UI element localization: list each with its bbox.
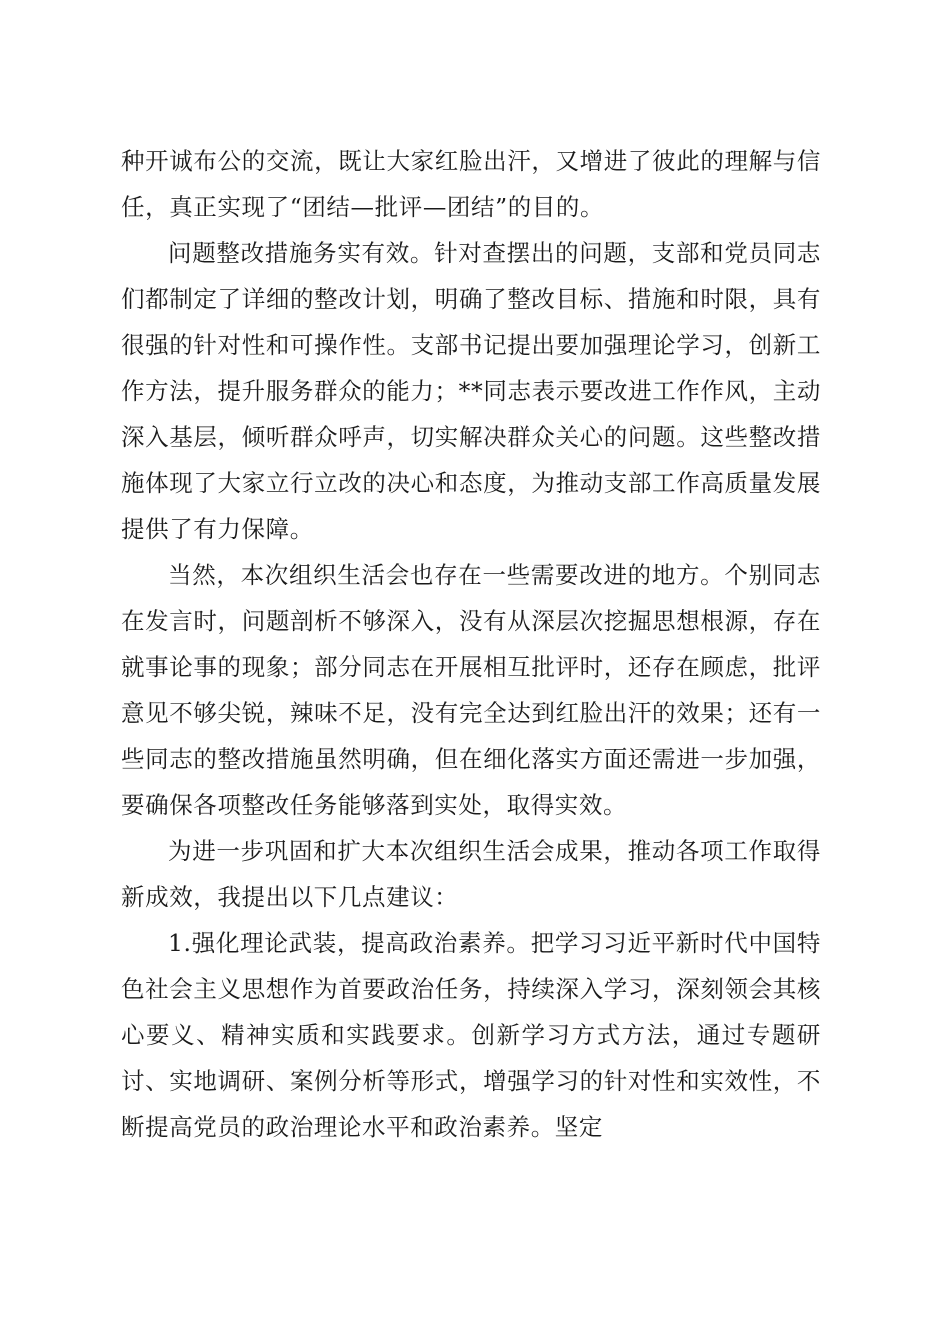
paragraph-rectification-measures: 问题整改措施务实有效。针对查摆出的问题，支部和党员同志们都制定了详细的整改计划，明确了整改目标、措施和时限，具有很强的针对性和可操作性。支部书记提出要加强理论学习，创新工作方法，提升服务群众的能力；**同志表示要改进工作作风，主动深入基层，倾听群众呼声，切实解决群众关心的问题。这些整改措施体现了大家立行立改的决心和态度，为推动支部工作高质量发展提供了有力保障。	[121, 239, 821, 543]
paragraph-suggestion-1: 1.强化理论武装，提高政治素养。把学习习近平新时代中国特色社会主义思想作为首要政治任务，持续深入学习，深刻领会其核心要义、精神实质和实践要求。创新学习方式方法，通过专题研讨、实地调研、案例分析等形式，增强学习的针对性和实效性，不断提高党员的政治理论水平和政治素养。坚定	[121, 929, 821, 1141]
paragraph-shortcomings: 当然，本次组织生活会也存在一些需要改进的地方。个别同志在发言时，问题剖析不够深入，没有从深层次挖掘思想根源，存在就事论事的现象；部分同志在开展相互批评时，还存在顾虑，批评意见不够尖锐，辣味不足，没有完全达到红脸出汗的效果；还有一些同志的整改措施虽然明确，但在细化落实方面还需进一步加强，要确保各项整改任务能够落到实处，取得实效。	[121, 561, 821, 819]
paragraph-continuation: 种开诚布公的交流，既让大家红脸出汗，又增进了彼此的理解与信任，真正实现了“团结—批评—团结”的目的。	[121, 147, 821, 221]
paragraph-suggestions-intro: 为进一步巩固和扩大本次组织生活会成果，推动各项工作取得新成效，我提出以下几点建议：	[121, 837, 821, 911]
document-body	[121, 138, 821, 1150]
